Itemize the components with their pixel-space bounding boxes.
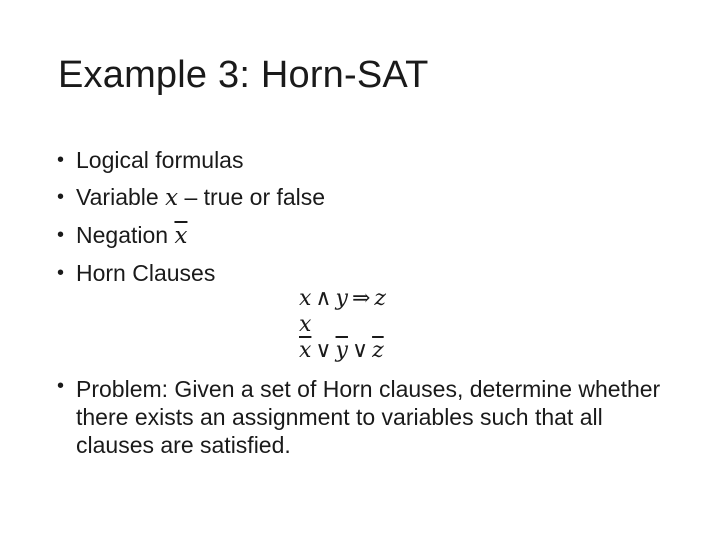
bullet-variable [54, 179, 664, 217]
formula-var: y [335, 286, 348, 311]
bullet-dot: • [57, 375, 65, 397]
horn-clause-examples [299, 286, 386, 364]
bullet-dot: • [57, 149, 65, 171]
bullet-dot: • [57, 186, 65, 208]
formula-var: z [374, 286, 386, 311]
slide-title: Example 3: Horn-SAT [58, 54, 429, 96]
bullet-prefix: Negation [76, 222, 175, 248]
math-variable: x [165, 185, 179, 211]
bullet-suffix: – true or false [178, 184, 326, 210]
formula-operator: ∧ [315, 286, 332, 311]
formula-negated-disjunction [299, 338, 386, 364]
math-negated-variable: $\overline{x}$ [174, 223, 188, 249]
formula-operator: ⇒ [351, 286, 371, 311]
bullet-dot: • [57, 262, 65, 284]
bullet-problem [54, 372, 676, 459]
bullet-list [54, 142, 664, 292]
formula-single [299, 312, 386, 338]
formula-negated-var: $\overline{z}$ [372, 338, 384, 363]
formula-operator: ∨ [315, 338, 332, 363]
bullet-text: Horn Clauses [76, 260, 216, 286]
bullet-negation [54, 217, 664, 255]
bullet-text: Logical formulas [76, 147, 244, 173]
bullet-logical-formulas [54, 142, 664, 179]
bullet-prefix: Variable [76, 184, 166, 210]
formula-negated-var: $\overline{x}$ [299, 338, 312, 363]
formula-operator: ∨ [351, 338, 369, 363]
formula-var: x [299, 286, 312, 311]
formula-var: x [299, 312, 312, 337]
bullet-dot: • [57, 224, 65, 246]
formula-negated-var: $\overline{y}$ [335, 338, 348, 363]
formula-implication [299, 286, 386, 312]
problem-text: Problem: Given a set of Horn clauses, determine whether there exists an assignment to variables such that all clauses are satisfied. [76, 376, 661, 458]
